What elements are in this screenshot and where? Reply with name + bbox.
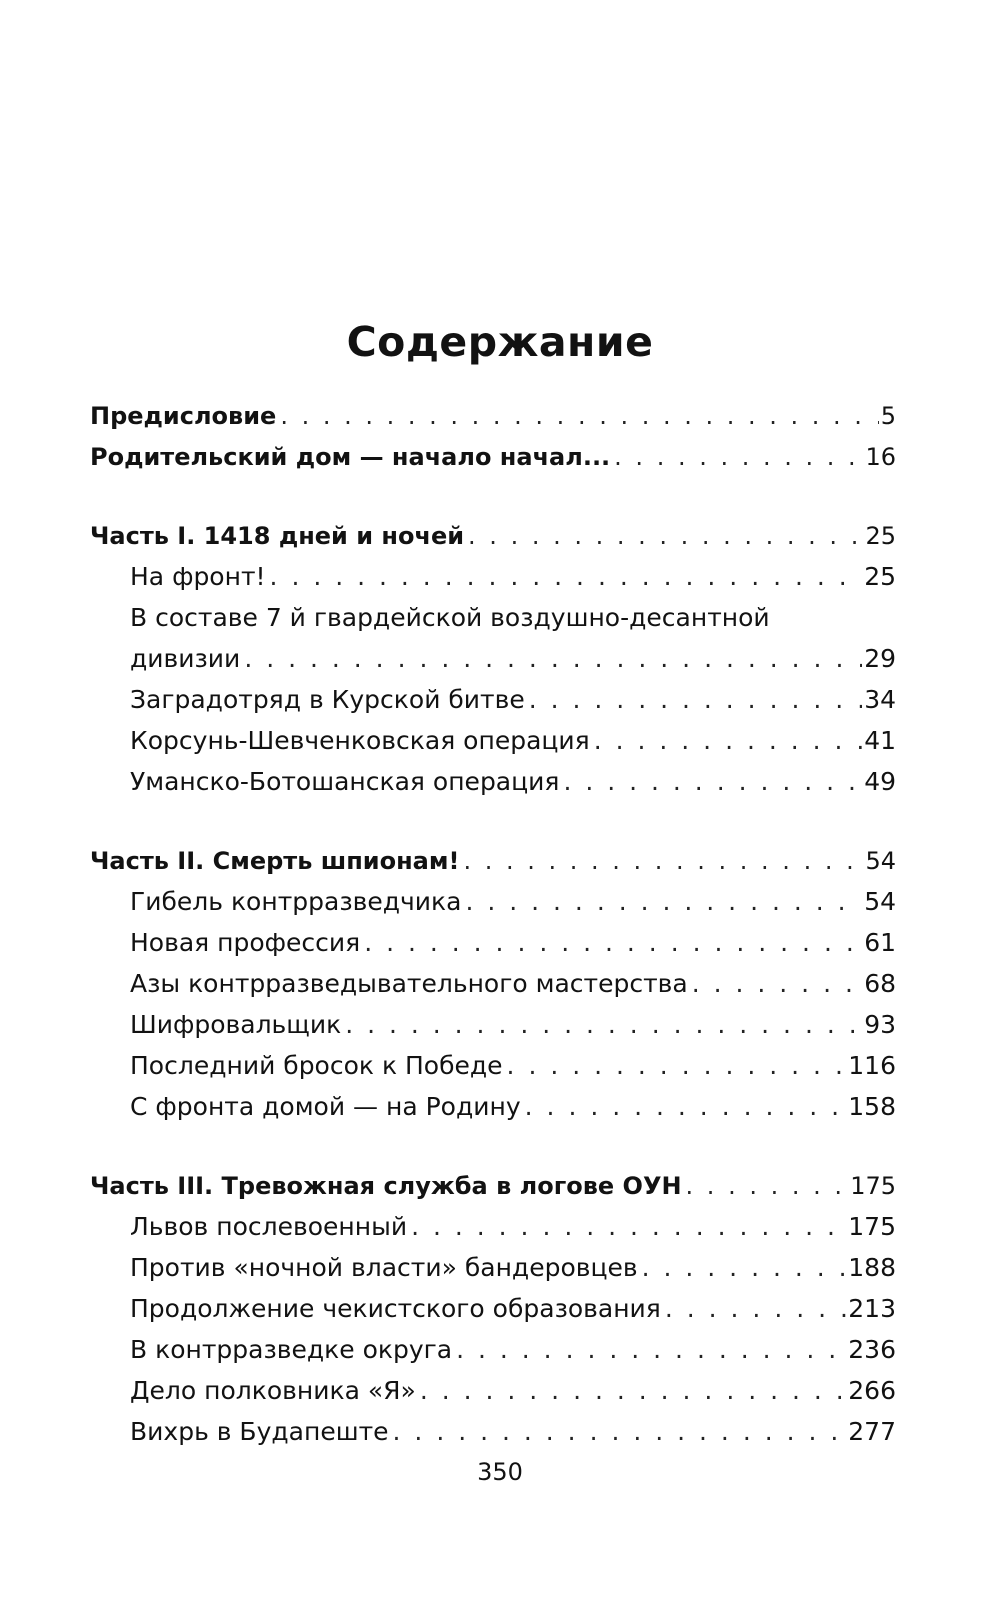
toc-entry-label: Шифровальщик xyxy=(130,1010,342,1039)
toc-entry[interactable] xyxy=(90,1365,896,1406)
dot-leader xyxy=(642,1253,847,1283)
dot-leader xyxy=(529,685,862,715)
dot-leader xyxy=(393,1417,847,1447)
toc-entry-label: В контрразведке округа xyxy=(130,1335,453,1364)
toc-entry-label: На фронт! xyxy=(130,562,266,591)
toc-entry-label: Вихрь в Будапеште xyxy=(130,1417,389,1446)
toc-entry[interactable] xyxy=(90,715,896,756)
dot-leader xyxy=(280,401,878,431)
toc-page-number: 93 xyxy=(864,1010,896,1039)
dot-leader xyxy=(244,644,862,674)
toc-page-number: 29 xyxy=(864,644,896,673)
dot-leader xyxy=(456,1335,846,1365)
dot-leader xyxy=(465,887,862,917)
toc-entry-label: Часть II. Смерть шпионам! xyxy=(90,847,460,875)
toc-entry-label: Родительский дом — начало начал... xyxy=(90,443,611,471)
toc-entry-label: Предисловие xyxy=(90,402,277,430)
toc-entry[interactable] xyxy=(90,1324,896,1365)
dot-leader xyxy=(692,969,862,999)
toc-entry[interactable] xyxy=(90,958,896,999)
toc-entry-label: дивизии xyxy=(130,644,241,673)
toc-entry-label: Заградотряд в Курской битве xyxy=(130,685,525,714)
toc-page-number: 213 xyxy=(848,1294,896,1323)
toc-entry-label: Львов послевоенный xyxy=(130,1212,408,1241)
toc-page-number: 68 xyxy=(864,969,896,998)
toc-entry-line1[interactable] xyxy=(90,592,896,633)
toc-entry[interactable] xyxy=(90,917,896,958)
dot-leader xyxy=(420,1376,846,1406)
toc-entry-label: Новая профессия xyxy=(130,928,361,957)
toc-entry[interactable] xyxy=(90,1283,896,1324)
toc-entry[interactable] xyxy=(90,551,896,592)
toc-entry-preface[interactable] xyxy=(90,390,896,431)
dot-leader xyxy=(665,1294,846,1324)
toc-page-number: 25 xyxy=(865,522,896,550)
dot-leader xyxy=(270,562,863,592)
toc-entry-label: В составе 7 й гвардейской воздушно-десантной xyxy=(130,603,770,632)
toc-page-number: 25 xyxy=(864,562,896,591)
toc-entry-label: Уманско-Ботошанская операция xyxy=(130,767,560,796)
toc-page-number: 5 xyxy=(880,402,896,430)
table-of-contents xyxy=(90,390,896,1447)
toc-part-1[interactable] xyxy=(90,510,896,551)
toc-entry[interactable] xyxy=(90,999,896,1040)
dot-leader xyxy=(614,442,863,472)
toc-entry-label: Дело полковника «Я» xyxy=(130,1376,416,1405)
toc-page-number: 54 xyxy=(865,847,896,875)
toc-page-number: 236 xyxy=(848,1335,896,1364)
toc-page-number: 158 xyxy=(848,1092,896,1121)
toc-page-number: 16 xyxy=(865,443,896,471)
toc-page-number: 61 xyxy=(864,928,896,957)
toc-entry-label: С фронта домой — на Родину xyxy=(130,1092,521,1121)
toc-entry-label: Часть III. Тревожная служба в логове ОУН xyxy=(90,1172,682,1200)
toc-entry-label: Часть I. 1418 дней и ночей xyxy=(90,522,465,550)
dot-leader xyxy=(507,1051,847,1081)
toc-entry[interactable] xyxy=(90,1201,896,1242)
toc-entry-line2[interactable] xyxy=(90,633,896,674)
toc-part-2[interactable] xyxy=(90,835,896,876)
toc-entry[interactable] xyxy=(90,674,896,715)
toc-entry[interactable] xyxy=(90,1040,896,1081)
dot-leader xyxy=(525,1092,847,1122)
page-number: 350 xyxy=(477,1458,523,1486)
dot-leader xyxy=(686,1171,849,1201)
dot-leader xyxy=(468,521,863,551)
toc-page-number: 188 xyxy=(848,1253,896,1282)
toc-entry-label: Азы контрразведывательного мастерства xyxy=(130,969,688,998)
toc-entry-parental-home[interactable] xyxy=(90,431,896,472)
toc-page-number: 277 xyxy=(848,1417,896,1446)
dot-leader xyxy=(563,767,862,797)
dot-leader xyxy=(463,846,863,876)
toc-page-number: 266 xyxy=(848,1376,896,1405)
toc-entry[interactable] xyxy=(90,1242,896,1283)
dot-leader xyxy=(411,1212,846,1242)
dot-leader xyxy=(345,1010,862,1040)
toc-page-number: 54 xyxy=(864,887,896,916)
toc-page-number: 116 xyxy=(848,1051,896,1080)
toc-entry-label: Против «ночной власти» бандеровцев xyxy=(130,1253,638,1282)
toc-page-number: 175 xyxy=(848,1212,896,1241)
toc-entry-label: Корсунь-Шевченковская операция xyxy=(130,726,590,755)
toc-entry-label: Последний бросок к Победе xyxy=(130,1051,503,1080)
toc-entry-label: Продолжение чекистского образования xyxy=(130,1294,661,1323)
dot-leader xyxy=(594,726,862,756)
toc-entry-label: Гибель контрразведчика xyxy=(130,887,462,916)
toc-page-number: 49 xyxy=(864,767,896,796)
dot-leader xyxy=(364,928,862,958)
toc-entry[interactable] xyxy=(90,756,896,797)
toc-entry[interactable] xyxy=(90,1406,896,1447)
toc-entry[interactable] xyxy=(90,1081,896,1122)
toc-entry[interactable] xyxy=(90,876,896,917)
page-title: Содержание xyxy=(346,318,654,366)
toc-part-3[interactable] xyxy=(90,1160,896,1201)
toc-page-number: 34 xyxy=(864,685,896,714)
toc-page-number: 175 xyxy=(850,1172,896,1200)
toc-page-number: 41 xyxy=(864,726,896,755)
